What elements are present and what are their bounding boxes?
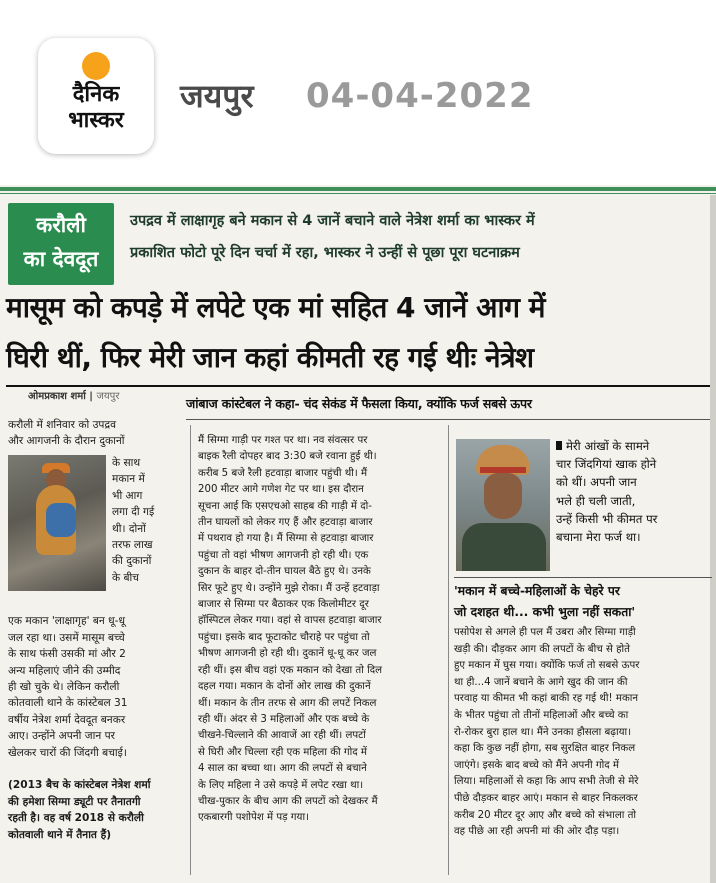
- left-column-text: एक मकान 'लाक्षागृह' बन धू-धू जल रहा था। उसमें मासूम बच्चे के साथ फंसी उसकी मां और 2 अन्य महिलाएं जीने की उम्मीद ही खो चुके थे। लेकिन करौली कोतवाली थाने के कांस्टेबल 31 वर्षीय नेत्रेश शर्मा देवदूत बनकर आए। उन्होंने अपनी जान पर खेलकर चारों की जिंदगी बचाई।: [8, 615, 128, 759]
- subheadline: जांबाज कांस्टेबल ने कहा- चंद सेकंड में फैसला किया, क्योंकि फर्ज सबसे ऊपर: [186, 396, 532, 411]
- dainik-bhaskar-logo[interactable]: [38, 38, 154, 154]
- kicker-line2: का देवदूत: [23, 247, 99, 271]
- deck: [130, 205, 716, 269]
- top-rule: [0, 187, 716, 191]
- right-subheadline: 'मकान में बच्चे-महिलाओं के चेहरे पर जो दशहत थी... कभी भुला नहीं सकता': [454, 577, 712, 623]
- pull-quote-text: मेरी आंखों के सामने चार जिंदगियां खाक होने को थीं। अपनी जान भले ही चली जाती, उन्हें किसी भी कीमत पर बचाना मेरा फर्ज था।: [556, 439, 658, 545]
- headline-line1: मासूम को कपड़े में लपेटे एक मां सहित 4 जानें आग में: [6, 291, 545, 324]
- news-clipping: [0, 185, 716, 883]
- deck-line1: उपद्रव में लाक्षागृह बने मकान से 4 जानें बचाने वाले नेत्रेश शर्मा का भास्कर में: [130, 213, 535, 229]
- headline-line2: घिरी थीं, फिर मेरी जान कहां कीमती रह गई थीः नेत्रेश: [6, 341, 534, 374]
- logo-line2: भास्कर: [68, 108, 124, 133]
- column-divider: [448, 425, 449, 875]
- sun-icon: [82, 52, 110, 80]
- left-column-note: (2013 बैच के कांस्टेबल नेत्रेश शर्मा की हमेशा सिग्मा ड्यूटी पर तैनातगी रहती है। वह वर्ष 2018 से करौली कोतवाली थाने में तैनात हैं): [8, 779, 151, 841]
- right-column-body: पसोपेश से अगले ही पल मैं उबरा और सिग्मा गाड़ी खड़ी की। दौड़कर आग की लपटों के बीच से होते हुए मकान में घुस गया। क्योंकि फर्ज तो सबसे ऊपर था ही...4 जानें बचाने के आगे खुद की जान की परवाह या कीमत भी कहां बाकी रह गई थी! मकान के भीतर पहुंचा तो तीनों महिलाओं और बच्चे का रो-रोकर बुरा हाल था। मैंने उनका हौसला बढ़ाया। कहा कि कुछ नहीं होगा, सब सुरक्षित बाहर निकल जाएंगे। इसके बाद बच्चे को मैंने अपनी गोद में लिया। महिलाओं से कहा कि आप सभी तेजी से मेरे पीछे दौड़कर बाहर आएं। मकान से बाहर निकलकर करीब 20 मीटर दूर आए और बच्चे को संभाला तो वह पीछे आ रही अपनी मां की ओर दौड़ पड़ा।: [454, 627, 640, 838]
- left-column-wrap: के साथ मकान में भी आग लगा दी गई थी। दोनों तरफ लाख की दुकानों के बीच: [112, 457, 155, 584]
- left-column-body: [8, 597, 184, 860]
- rescue-photo: [8, 455, 106, 591]
- byline-name: ओमप्रकाश शर्मा: [28, 391, 86, 402]
- column-divider: [190, 425, 191, 875]
- byline: ओमप्रकाश शर्मा | जयपुर: [28, 391, 120, 402]
- top-rule-thin: [0, 193, 716, 194]
- kicker-line1: करौली: [36, 213, 86, 237]
- middle-column-body: मैं सिग्मा गाड़ी पर गश्त पर था। नव संवत्सर पर बाइक रैली दोपहर बाद 3:30 बजे रवाना हुई थी। करीब 5 बजे रैली हटवाड़ा बाजार पहुंची थी। मैं 200 मीटर आगे गणेश गेट पर था। इस दौरान सूचना आई कि एसएचओ साहब की गाड़ी में दो- तीन घायलों को लेकर गए हैं और हटवाड़ा बाजार में पथराव हो गया है। मैं सिग्मा से हटवाड़ा बाजार पहुंचा तो वहां भीषण आगजनी हो रही थी। एक दुकान के बाहर दो-तीन घायल बैठे हुए थे। उनके सिर फूटे हुए थे। उन्होंने मुझे रोका। मैं उन्हें हटवाड़ा बाजार से सिग्मा पर बैठाकर एक किलोमीटर दूर हॉस्पिटल लेकर गया। वहां से वापस हटवाड़ा बाजार पहुंचा। इसके बाद फूटाकोट चौराहे पर पहुंचा तो भीषण आगजनी हो रही थी। दुकानें धू-धू कर जल रही थीं। इस बीच वहां एक मकान को देखा तो दिल दहल गया। मकान के दोनों ओर लाख की दुकानें थीं। मकान के तीन तरफ से आग की लपटें निकल रही थीं। अंदर से 3 महिलाओं और एक बच्चे के चीखने-चिल्लाने की आवाजें आ रही थीं। लपटों से घिरी और चिल्ला रही एक महिला की गोद में 4 साल का बच्चा था। आग की लपटों से बचाने के लिए महिला ने उसे कपड़े में लपेट रखा था। चीख-पुकार के बीच आग की लपटों को देखकर मैं एकबारगी पशोपेश में पड़ गया।: [198, 435, 383, 824]
- left-column-intro: करौली में शनिवार को उपद्रव और आगजनी के दौरान दुकानों: [8, 419, 125, 448]
- constable-portrait: [456, 439, 550, 571]
- deck-line2: प्रकाशित फोटो पूरे दिन चर्चा में रहा, भास्कर ने उन्हीं से पूछा पूरा घटनाक्रम: [130, 245, 520, 261]
- kicker-badge: [8, 203, 114, 285]
- headline-rule: [6, 385, 710, 387]
- edition-date: 04-04-2022: [306, 76, 534, 116]
- headline: [6, 283, 710, 383]
- quote-marker-icon: [556, 441, 562, 450]
- subhead-rule: [186, 419, 710, 420]
- logo-line1: दैनिक: [72, 82, 120, 107]
- masthead: [0, 0, 716, 185]
- byline-city: जयपुर: [96, 391, 120, 402]
- pull-quote: [556, 437, 712, 546]
- edition-city: जयपुर: [180, 77, 254, 115]
